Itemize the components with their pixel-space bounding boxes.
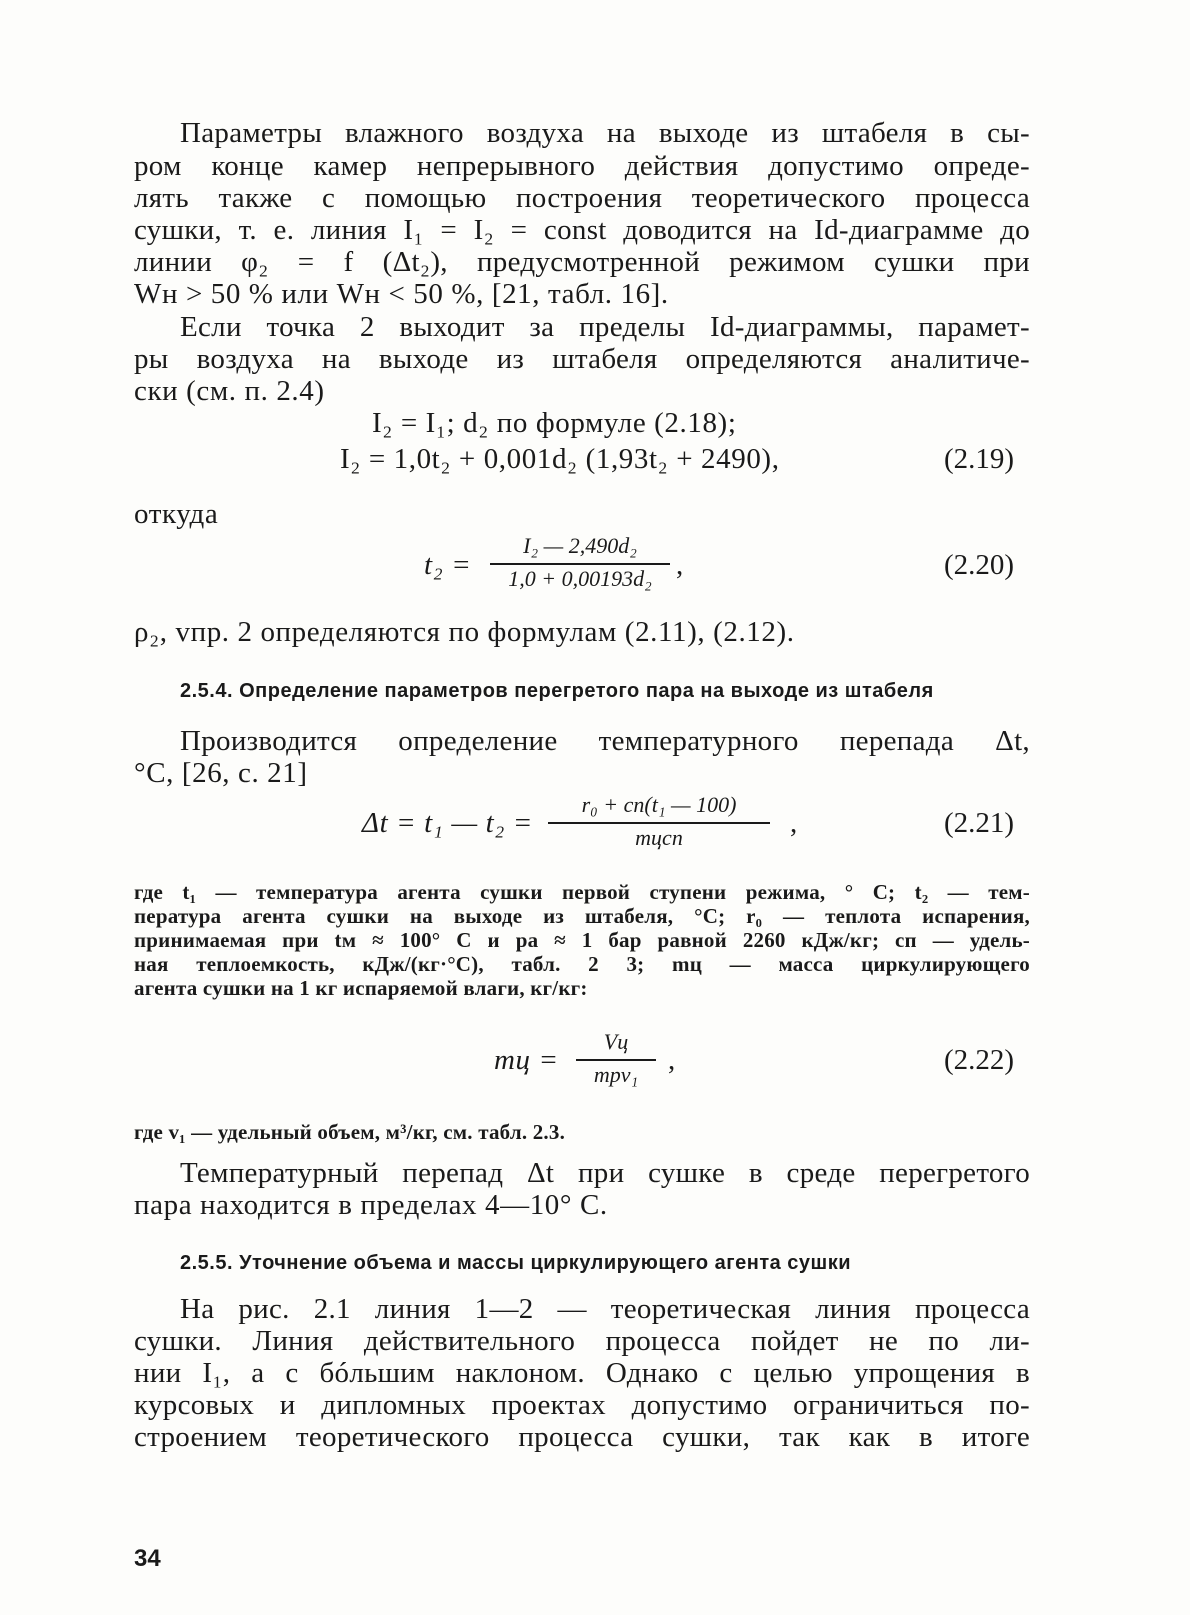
- fraction-numerator: r₀ + cп(t₁ — 100): [581, 792, 737, 817]
- text-line: °С, [26, с. 21]: [134, 757, 308, 789]
- small-text-line: агента сушки на 1 кг испаряемой влаги, кг/кг:: [134, 976, 588, 1000]
- small-text-line: пература агента сушки на выходе из штабеля, °С; r₀ — теплота испарения,: [134, 904, 1030, 928]
- text-line: ски (см. п. 2.4): [134, 375, 325, 407]
- fraction-bar: [490, 563, 670, 565]
- text-line: откуда: [134, 498, 219, 530]
- fraction-bar: [576, 1059, 656, 1061]
- text-line: лять также с помощью построения теоретического процесса: [134, 182, 1030, 214]
- small-text-line: ная теплоемкость, кДж/(кг·°С), табл. 2 3; mц — масса циркулирующего: [134, 952, 1030, 976]
- text-line: Если точка 2 выходит за пределы Id-диаграммы, парамет-: [180, 311, 1030, 343]
- small-text-line: где v₁ — удельный объем, м³/кг, см. табл. 2.3.: [134, 1120, 566, 1144]
- equation-lhs: t₂ =: [424, 549, 472, 581]
- small-text-line: принимаемая при tм ≈ 100° С и pа ≈ 1 бар равной 2260 кДж/кг; cп — удель-: [134, 928, 1030, 952]
- text-line: Wн > 50 % или Wн < 50 %, [21, табл. 16].: [134, 278, 669, 310]
- equation-number: (2.20): [944, 549, 1015, 581]
- fraction-denominator: mцcп: [635, 825, 683, 850]
- equation-lhs: mц =: [494, 1044, 559, 1076]
- text-line: пара находится в пределах 4—10° С.: [134, 1189, 608, 1221]
- text-line: Производится определение температурного перепада Δt,: [180, 725, 1030, 757]
- equation-number: (2.21): [944, 807, 1015, 839]
- fraction-denominator: mрv₁: [593, 1062, 639, 1087]
- text-line: линии φ₂ = f (Δt₂), предусмотренной режимом сушки при: [134, 246, 1030, 278]
- equation-tail: ,: [790, 807, 798, 839]
- text-line: сушки, т. е. линия I₁ = I₂ = const доводится на Id-диаграмме до: [134, 214, 1030, 246]
- text-line: строением теоретического процесса сушки, так как в итоге: [134, 1421, 1030, 1453]
- section-heading: 2.5.4. Определение параметров перегретого пара на выходе из штабеля: [180, 680, 934, 702]
- text-line: Параметры влажного воздуха на выходе из штабеля в сы-: [180, 117, 1030, 149]
- small-text-line: где t₁ — температура агента сушки первой ступени режима, ° С; t₂ — тем-: [134, 880, 1030, 904]
- equation-tail: ,: [676, 549, 684, 581]
- text-line: нии I₁, а с бóльшим наклоном. Однако с целью упрощения в: [134, 1357, 1030, 1389]
- page-number: 34: [134, 1545, 161, 1572]
- equation-tail: ,: [668, 1044, 676, 1076]
- fraction-denominator: 1,0 + 0,00193d₂: [508, 566, 652, 591]
- text-line: курсовых и дипломных проектах допустимо ограничиться по-: [134, 1389, 1030, 1421]
- text-line: ром конце камер непрерывного действия допустимо опреде-: [134, 150, 1030, 182]
- equation-line: I₂ = I₁; d₂ по формуле (2.18);: [372, 407, 737, 439]
- text-line: На рис. 2.1 линия 1—2 — теоретическая линия процесса: [180, 1293, 1030, 1325]
- fraction-bar: [548, 822, 770, 824]
- text-line: сушки. Линия действительного процесса пойдет не по ли-: [134, 1325, 1030, 1357]
- equation-lhs: Δt = t₁ — t₂ =: [362, 807, 533, 839]
- equation-number: (2.19): [944, 443, 1015, 475]
- text-line: ρ₂, vпр. 2 определяются по формулам (2.11), (2.12).: [134, 616, 795, 648]
- equation-2-19: I₂ = 1,0t₂ + 0,001d₂ (1,93t₂ + 2490),: [340, 443, 780, 475]
- text-line: ры воздуха на выходе из штабеля определяются аналитиче-: [134, 343, 1030, 375]
- fraction-numerator: I₂ — 2,490d₂: [523, 533, 637, 558]
- fraction-numerator: Vц: [603, 1029, 629, 1054]
- equation-number: (2.22): [944, 1044, 1015, 1076]
- text-line: Температурный перепад Δt при сушке в среде перегретого: [180, 1157, 1030, 1189]
- section-heading: 2.5.5. Уточнение объема и массы циркулирующего агента сушки: [180, 1252, 852, 1274]
